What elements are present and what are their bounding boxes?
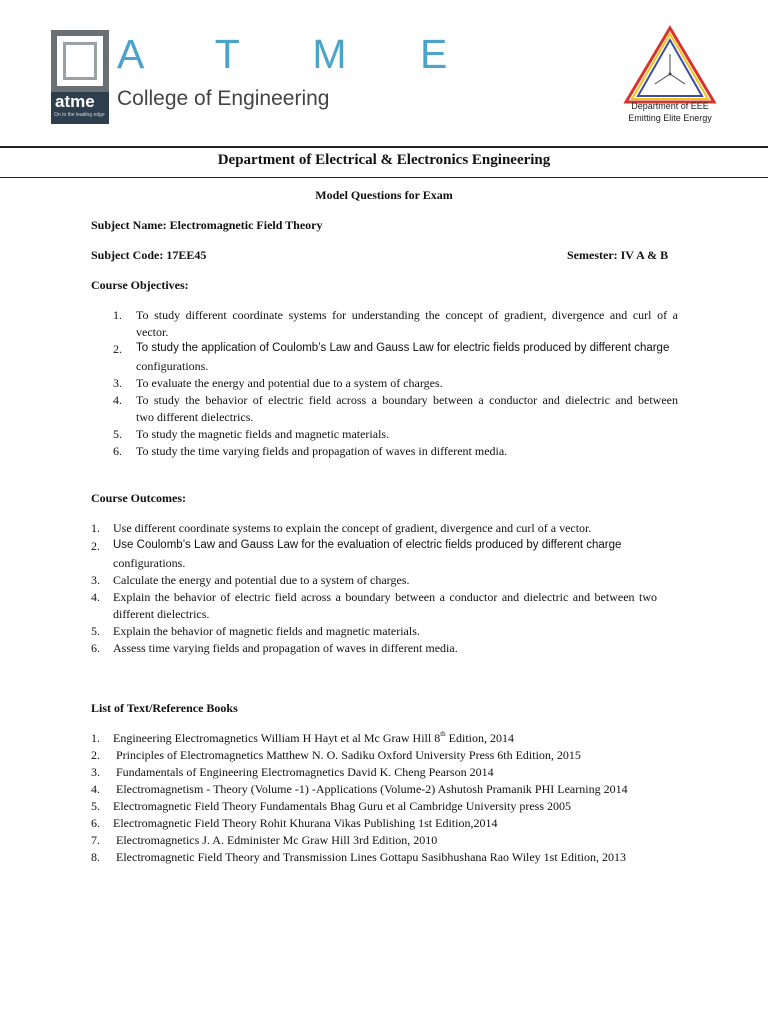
brand-subtitle: College of Engineering	[117, 87, 330, 110]
books-heading: List of Text/Reference Books	[91, 701, 238, 715]
subject-code: Subject Code: 17EE45	[91, 248, 207, 262]
atme-logo-frame	[51, 30, 109, 92]
objective-text-cont: vector.	[136, 325, 169, 339]
objective-text: To study different coordinate systems for understanding the concept of gradient, divergence and curl of a	[136, 308, 678, 322]
book-entry-text-end: Edition, 2014	[445, 731, 514, 745]
book-entry: Principles of Electromagnetics Matthew N. O. Sadiku Oxford University Press 6th Edition, 2015	[116, 748, 581, 762]
outcome-text: Assess time varying fields and propagation of waves in different media.	[113, 641, 458, 655]
objective-text: To study the time varying fields and propagation of waves in different media.	[136, 444, 508, 458]
book-number: 8.	[91, 850, 100, 864]
objective-number: 2.	[113, 342, 122, 356]
book-number: 3.	[91, 765, 100, 779]
logo-tagline: On to the leading edge	[54, 112, 105, 118]
outcome-text-cont: configurations.	[113, 556, 186, 570]
book-number: 6.	[91, 816, 100, 830]
header-rule-bottom	[0, 177, 768, 178]
dept-logo-caption-2: Emitting Elite Energy	[628, 113, 712, 123]
objective-number: 1.	[113, 308, 122, 322]
objectives-heading: Course Objectives:	[91, 278, 189, 292]
book-entry	[113, 732, 514, 744]
header-rule-top	[0, 146, 768, 148]
dept-logo-caption-1: Department of EEE	[631, 101, 709, 111]
outcome-text: Use Coulomb’s Law and Gauss Law for the evaluation of electric fields produced by different charge	[113, 539, 622, 551]
objective-number: 5.	[113, 427, 122, 441]
outcome-number: 5.	[91, 624, 100, 638]
objective-text: To study the application of Coulomb’s Law and Gauss Law for electric fields produced by different charge	[136, 342, 670, 354]
book-number: 7.	[91, 833, 100, 847]
objective-text: To study the magnetic fields and magnetic materials.	[136, 427, 390, 441]
objective-text: To evaluate the energy and potential due to a system of charges.	[136, 376, 443, 390]
logo-small-text: atme	[55, 92, 95, 111]
outcome-text-cont: different dielectrics.	[113, 607, 210, 621]
objective-number: 6.	[113, 444, 122, 458]
subject-name: Subject Name: Electromagnetic Field Theory	[91, 218, 323, 232]
department-title: Department of Electrical & Electronics Engineering	[217, 152, 551, 168]
objective-text-cont: configurations.	[136, 359, 209, 373]
outcome-number: 1.	[91, 521, 100, 535]
department-logo-icon	[622, 24, 718, 106]
outcome-text: Explain the behavior of electric field across a boundary between a conductor and dielectric and between two	[113, 590, 657, 604]
book-entry: Fundamentals of Engineering Electromagnetics David K. Cheng Pearson 2014	[116, 765, 494, 779]
book-number: 5.	[91, 799, 100, 813]
book-entry: Electromagnetics J. A. Edminister Mc Graw Hill 3rd Edition, 2010	[116, 833, 438, 847]
outcome-number: 6.	[91, 641, 100, 655]
book-entry: Electromagnetic Field Theory Fundamentals Bhag Guru et al Cambridge University press 2005	[113, 799, 572, 813]
objective-text: To study the behavior of electric field across a boundary between a conductor and dielectric and between	[136, 393, 678, 407]
book-entry: Electromagnetic Field Theory and Transmission Lines Gottapu Sasibhushana Rao Wiley 1st Edition, 2013	[116, 850, 627, 864]
objective-text-cont: two different dielectrics.	[136, 410, 254, 424]
book-entry: Electromagnetism - Theory (Volume -1) -Applications (Volume-2) Ashutosh Pramanik PHI Learning 2014	[116, 782, 628, 796]
book-number: 2.	[91, 748, 100, 762]
brand-name: A T M E	[117, 31, 479, 77]
book-entry: Electromagnetic Field Theory Rohit Khurana Vikas Publishing 1st Edition,2014	[113, 816, 498, 830]
book-entry-text: Engineering Electromagnetics William H Hayt et al Mc Graw Hill 8	[113, 731, 441, 745]
outcome-number: 4.	[91, 590, 100, 604]
outcome-number: 2.	[91, 539, 100, 553]
outcome-text: Use different coordinate systems to explain the concept of gradient, divergence and curl of a vector.	[113, 521, 592, 535]
objective-number: 4.	[113, 393, 122, 407]
outcome-number: 3.	[91, 573, 100, 587]
outcomes-heading: Course Outcomes:	[91, 491, 186, 505]
outcome-text: Calculate the energy and potential due to a system of charges.	[113, 573, 410, 587]
book-number: 1.	[91, 731, 100, 745]
book-number: 4.	[91, 782, 100, 796]
objective-number: 3.	[113, 376, 122, 390]
outcome-text: Explain the behavior of magnetic fields and magnetic materials.	[113, 624, 420, 638]
atme-logo-tag	[51, 92, 109, 124]
semester: Semester: IV A & B	[567, 248, 669, 262]
exam-title: Model Questions for Exam	[315, 188, 453, 202]
book-entry-superscript: th	[440, 730, 446, 738]
